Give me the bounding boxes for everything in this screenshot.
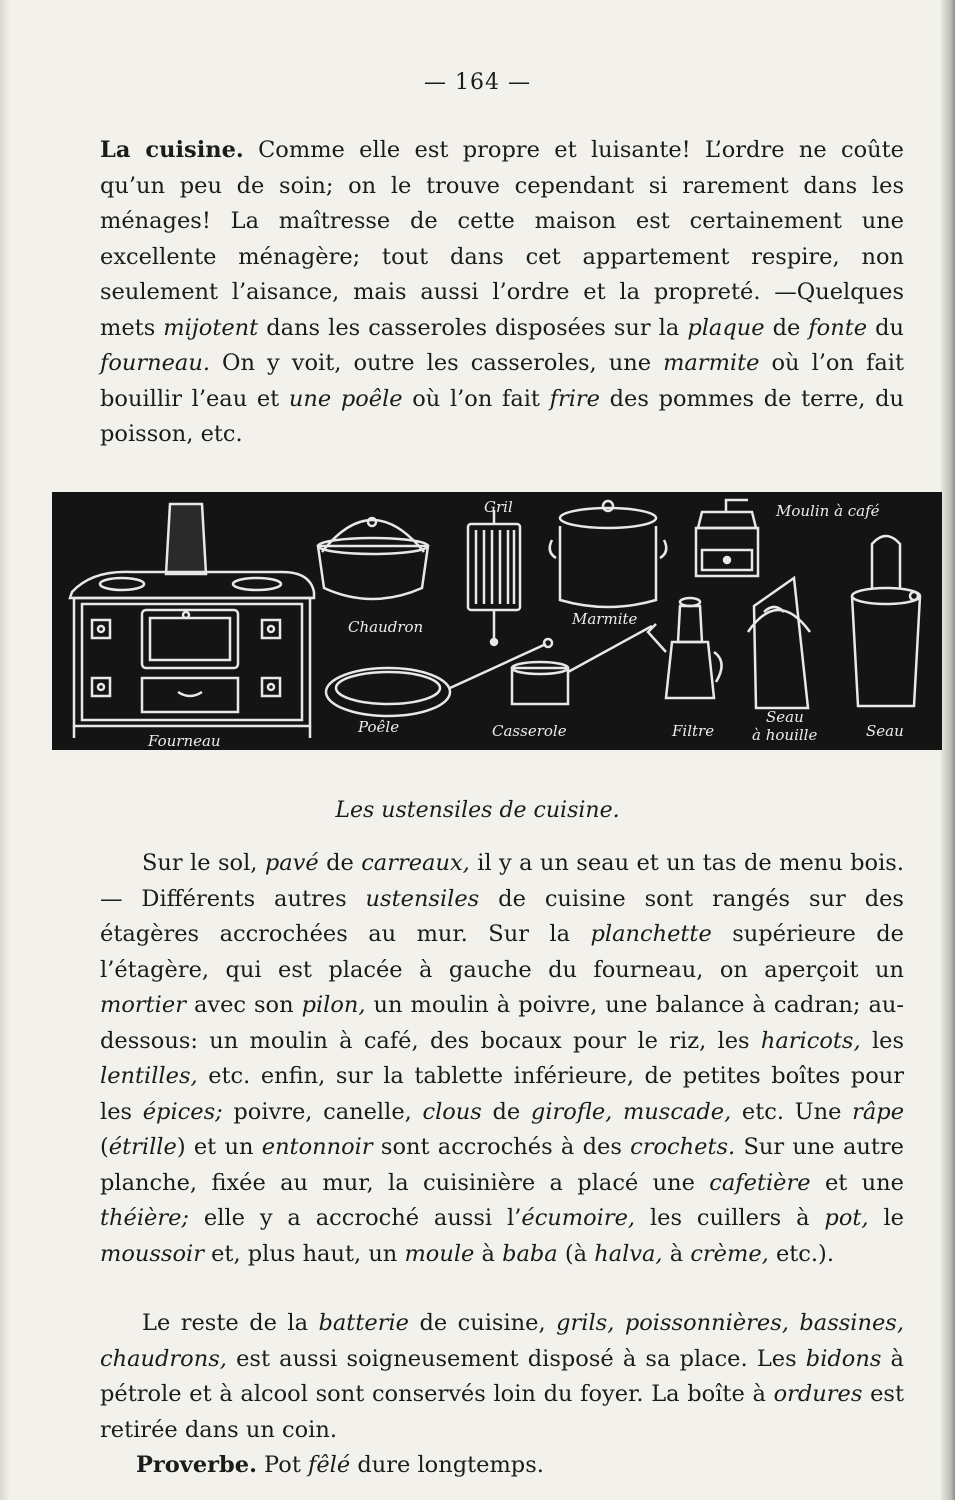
label-poele: Poêle bbox=[358, 718, 400, 736]
label-fourneau: Fourneau bbox=[148, 732, 221, 750]
figure-caption: Les ustensiles de cuisine. bbox=[335, 798, 620, 823]
stockpot-drawing bbox=[550, 501, 667, 607]
coal-scuttle-drawing bbox=[748, 578, 810, 708]
saucepan-drawing bbox=[512, 626, 652, 704]
label-chaudron: Chaudron bbox=[348, 618, 424, 636]
page-number: — 164 — bbox=[424, 70, 531, 95]
bucket-drawing bbox=[852, 536, 920, 706]
coffee-filter-drawing bbox=[648, 598, 722, 698]
kitchen-utensils-figure bbox=[52, 492, 942, 750]
label-filtre: Filtre bbox=[672, 722, 715, 740]
coffee-grinder-drawing bbox=[696, 500, 758, 576]
label-seau-a-houille-2: à houille bbox=[752, 726, 818, 744]
utensils-illustration bbox=[52, 492, 942, 750]
label-gril: Gril bbox=[484, 498, 513, 516]
body-paragraph: Sur le sol, pavé de carreaux, il y a un seau et un tas de menu bois. — Différents autres ustensiles de cuisine sont rangés sur des étagères accrochées au mur. Sur la planchette supérieure de l’étagère, qui est placée à gauche du fourneau, on aperçoit un mortier avec son pilon, un moulin à poivre, une balance à cadran; au-dessous: un moulin à café, des bocaux pour le riz, les haricots, les lentilles, etc. enfin, sur la tablette inférieure, de petites boîtes pour les épices; poivre, canelle, clous de girofle, muscade, etc. Une râpe (étrille) et un entonnoir sont accrochés à des crochets. Sur une autre planche, fixée au mur, la cuisinière a placé une cafetière et une théière; elle y a accroché aussi l’écumoire, les cuillers à pot, le moussoir et, plus haut, un moule à baba (à halva, à crème, etc.). bbox=[100, 850, 905, 1267]
page-edge-right bbox=[941, 0, 955, 1500]
closing-paragraph: Le reste de la batterie de cuisine, grils, poissonnières, bassines, chaudrons, est aussi soigneusement disposé à sa place. Les bidons à pétrole et à alcool sont conservés loin du foyer. La boîte à ordures est retirée dans un coin. bbox=[100, 1310, 904, 1443]
label-casserole: Casserole bbox=[492, 722, 567, 740]
intro-paragraph: La cuisine. Comme elle est propre et luisante! L’ordre ne coûte qu’un peu de soin; on le trouve cependant si rarement dans les ménages! La maîtresse de cette maison est certainement une excellente ménagère; tout dans cet appartement respire, non seulement l’aisance, mais aussi l’ordre et la propreté. —Quelques mets mijotent dans les casseroles disposées sur la plaque de fonte du fourneau. On y voit, outre les casseroles, une marmite où l’on fait bouillir l’eau et une poêle où l’on fait frire des pommes de terre, du poisson, etc. bbox=[100, 137, 904, 447]
label-moulin-a-cafe: Moulin à café bbox=[776, 502, 880, 520]
proverb-paragraph: Proverbe. Pot fêlé dure longtemps. bbox=[136, 1452, 544, 1478]
label-seau: Seau bbox=[866, 722, 904, 740]
grill-drawing bbox=[468, 510, 520, 645]
proverb-heading: Proverbe. bbox=[136, 1452, 257, 1478]
stove-drawing bbox=[70, 504, 314, 738]
label-seau-a-houille-1: Seau bbox=[766, 708, 804, 726]
section-heading: La cuisine. bbox=[100, 137, 244, 163]
page-edge-left bbox=[0, 0, 10, 1500]
cauldron-drawing bbox=[318, 518, 428, 599]
label-marmite: Marmite bbox=[572, 610, 638, 628]
